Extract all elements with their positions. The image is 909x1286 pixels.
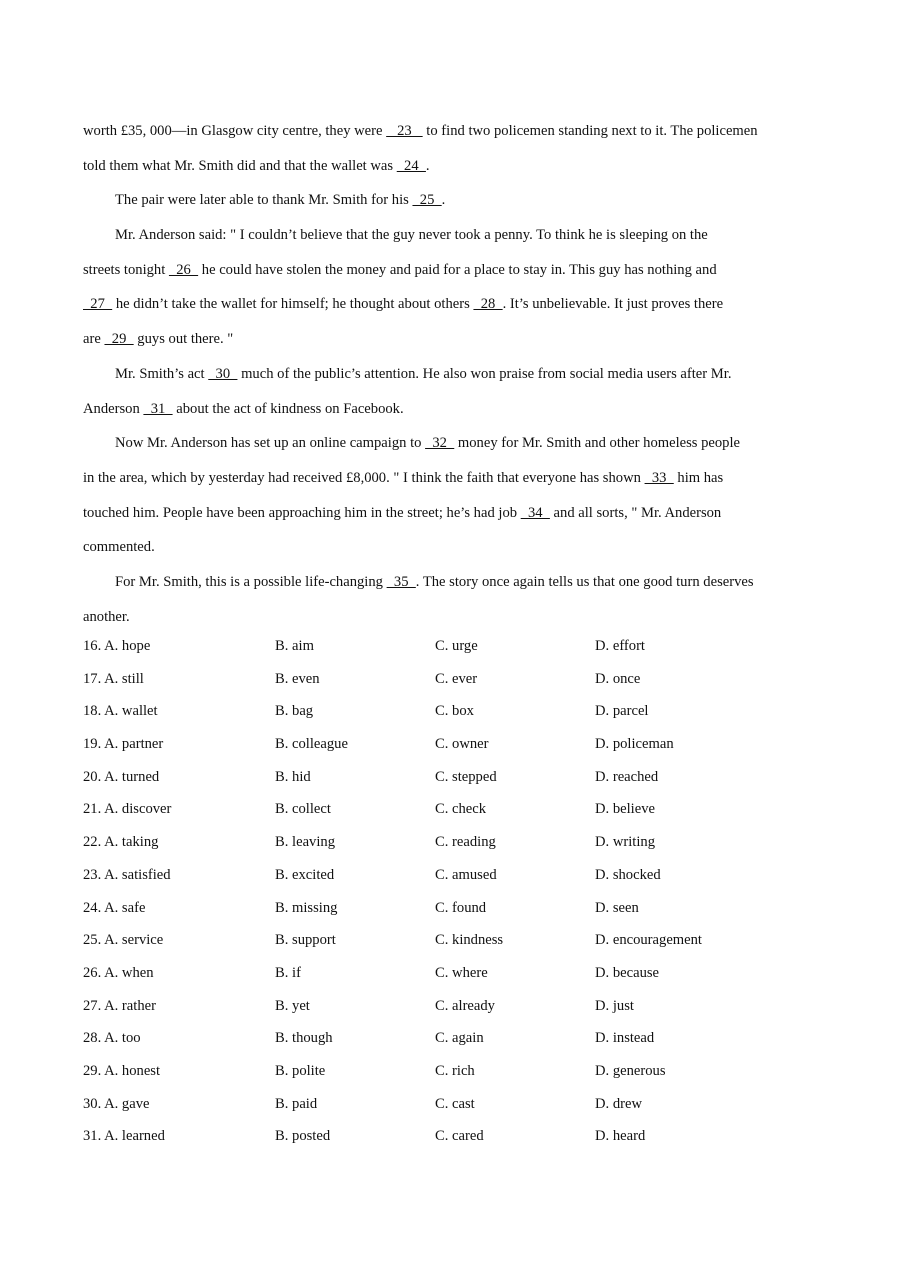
option-a: 18. A. wallet — [83, 703, 158, 720]
passage-text: money for Mr. Smith and other homeless people — [454, 435, 741, 452]
passage-text: much of the public’s attention. He also won praise from social media users after Mr. — [237, 365, 732, 382]
option-text: A. hope — [104, 638, 151, 654]
option-text: C. stepped — [435, 768, 497, 785]
passage-line — [83, 253, 828, 288]
question-number: 26 — [83, 964, 98, 981]
option-text: D. writing — [595, 834, 655, 851]
option-text: D. encouragement — [595, 932, 702, 949]
option-text: B. aim — [275, 638, 314, 654]
option-a: 28. A. too — [83, 1030, 141, 1047]
option-text: A. service — [104, 932, 164, 949]
option-d — [595, 793, 795, 826]
option-d — [595, 1120, 795, 1153]
option-text: D. once — [595, 670, 641, 687]
option-c — [435, 1088, 595, 1121]
option-text: B. if — [275, 964, 301, 981]
question-row — [83, 728, 828, 761]
question-row — [83, 695, 828, 728]
question-row — [83, 1055, 828, 1088]
option-text: D. believe — [595, 801, 655, 818]
passage-text: told them what Mr. Smith did and that the wallet was — [83, 157, 397, 174]
passage-line — [83, 392, 828, 427]
question-row — [83, 630, 828, 663]
option-text: B. colleague — [275, 736, 348, 753]
question-number: 29 — [83, 1062, 98, 1079]
answer-blank: 31 — [143, 400, 173, 417]
option-c — [435, 1022, 595, 1055]
passage-text: worth £35, 000—in Glasgow city centre, they were — [83, 123, 387, 139]
option-c — [435, 695, 595, 728]
option-d — [595, 957, 795, 990]
option-b — [275, 1120, 435, 1153]
option-c — [435, 1055, 595, 1088]
passage-text: . — [425, 157, 430, 174]
option-b — [275, 793, 435, 826]
passage-text: touched him. People have been approaching him in the street; he’s had job — [83, 504, 521, 521]
passage-text: streets tonight — [83, 261, 169, 278]
option-text: D. policeman — [595, 736, 674, 753]
option-d — [595, 630, 795, 663]
passage-line — [83, 287, 828, 322]
passage-text: to find two policemen standing next to it. The policemen — [422, 123, 758, 139]
answer-blank: 28 — [473, 296, 503, 313]
question-row — [83, 990, 828, 1023]
option-a: 26. A. when — [83, 964, 154, 981]
option-text: B. even — [275, 670, 320, 687]
option-text: C. cast — [435, 1095, 475, 1112]
passage-line — [83, 565, 828, 600]
question-number: 17 — [83, 670, 98, 687]
option-a: 21. A. discover — [83, 801, 172, 818]
option-b — [275, 859, 435, 892]
passage-text: another. — [83, 608, 130, 625]
passage-line — [83, 114, 828, 149]
answer-blank: 30 — [208, 365, 238, 382]
option-d — [595, 695, 795, 728]
answer-options — [83, 630, 828, 1153]
option-text: B. yet — [275, 997, 310, 1014]
option-text: C. reading — [435, 834, 496, 851]
answer-blank: 26 — [168, 261, 199, 278]
option-text: B. missing — [275, 899, 338, 916]
option-text: D. parcel — [595, 703, 649, 720]
question-row — [83, 761, 828, 794]
option-text: C. urge — [435, 638, 478, 654]
option-text: A. rather — [104, 997, 156, 1014]
option-text: D. because — [595, 964, 660, 981]
answer-blank: 29 — [104, 331, 134, 348]
option-a: 23. A. satisfied — [83, 866, 171, 883]
option-text: A. turned — [104, 768, 160, 785]
option-text: C. where — [435, 964, 488, 981]
option-text: A. honest — [104, 1062, 161, 1079]
option-text: D. shocked — [595, 866, 661, 883]
question-number: 24 — [83, 899, 98, 916]
option-text: B. excited — [275, 866, 335, 883]
passage-text: Mr. Smith’s act — [115, 365, 209, 382]
answer-blank: 24 — [396, 157, 426, 174]
option-text: C. amused — [435, 866, 497, 883]
passage-line — [83, 530, 828, 565]
question-row — [83, 793, 828, 826]
option-b — [275, 990, 435, 1023]
passage-text: about the act of kindness on Facebook. — [172, 400, 404, 417]
question-number: 18 — [83, 703, 98, 720]
passage-text: The pair were later able to thank Mr. Smith for his — [115, 192, 413, 209]
passage-text: . The story once again tells us that one good turn deserves — [415, 573, 754, 590]
option-b — [275, 924, 435, 957]
option-text: C. kindness — [435, 932, 504, 949]
answer-blank: 32 — [425, 435, 455, 452]
passage-line — [83, 357, 828, 392]
question-number: 30 — [83, 1095, 98, 1112]
option-b — [275, 957, 435, 990]
option-b — [275, 728, 435, 761]
option-text: B. collect — [275, 801, 331, 818]
option-text: A. satisfied — [104, 866, 171, 883]
passage-text: For Mr. Smith, this is a possible life-changing — [115, 573, 387, 590]
option-text: D. seen — [595, 899, 639, 916]
answer-blank: 34 — [520, 504, 550, 521]
option-c — [435, 859, 595, 892]
question-number: 19 — [83, 736, 98, 753]
passage-text: . It’s unbelievable. It just proves there — [502, 296, 724, 313]
option-a: 29. A. honest — [83, 1062, 161, 1079]
option-text: C. already — [435, 997, 495, 1014]
question-number: 23 — [83, 866, 98, 883]
option-c — [435, 728, 595, 761]
passage-line — [83, 183, 828, 218]
option-d — [595, 761, 795, 794]
passage-line — [83, 426, 828, 461]
option-text: B. though — [275, 1030, 333, 1047]
passage-text: Mr. Anderson said: " I couldn’t believe that the guy never took a penny. To think he is sleeping on the — [115, 227, 708, 244]
option-c — [435, 826, 595, 859]
answer-blank: 25 — [412, 192, 442, 209]
question-number: 21 — [83, 801, 98, 818]
question-number: 27 — [83, 997, 98, 1014]
option-d — [595, 1055, 795, 1088]
option-a: 19. A. partner — [83, 736, 164, 753]
option-c — [435, 892, 595, 925]
option-d — [595, 924, 795, 957]
option-text: D. generous — [595, 1062, 666, 1079]
question-number: 20 — [83, 768, 98, 785]
option-b — [275, 695, 435, 728]
option-text: A. wallet — [104, 703, 158, 720]
option-text: B. bag — [275, 703, 314, 720]
option-b — [275, 1055, 435, 1088]
passage-text: Anderson — [83, 400, 144, 417]
option-b — [275, 1022, 435, 1055]
option-a: 16. A. hope — [83, 638, 151, 654]
option-text: A. still — [104, 670, 144, 687]
option-text: D. reached — [595, 768, 659, 785]
option-text: C. box — [435, 703, 474, 720]
option-d — [595, 1022, 795, 1055]
option-text: A. taking — [104, 834, 159, 851]
question-number: 25 — [83, 932, 98, 949]
passage-text: he could have stolen the money and paid for a place to stay in. This guy has nothing and — [198, 261, 717, 278]
question-number: 16 — [83, 638, 98, 654]
option-text: C. again — [435, 1030, 484, 1047]
passage-line — [83, 218, 828, 253]
option-c — [435, 1120, 595, 1153]
option-d — [595, 663, 795, 696]
option-a: 25. A. service — [83, 932, 164, 949]
option-b — [275, 761, 435, 794]
question-row — [83, 957, 828, 990]
passage-text: Now Mr. Anderson has set up an online campaign to — [115, 435, 426, 452]
option-text: C. rich — [435, 1062, 475, 1079]
question-row — [83, 826, 828, 859]
answer-blank: 35 — [386, 573, 416, 590]
option-text: B. polite — [275, 1062, 326, 1079]
option-text: D. just — [595, 997, 634, 1014]
option-c — [435, 761, 595, 794]
option-text: A. too — [104, 1030, 141, 1047]
option-text: C. check — [435, 801, 487, 818]
passage-text: guys out there. " — [133, 331, 234, 348]
option-text: A. partner — [104, 736, 164, 753]
passage-line — [83, 149, 828, 184]
option-d — [595, 859, 795, 892]
option-text: B. leaving — [275, 834, 335, 851]
option-c — [435, 924, 595, 957]
answer-blank: 27 — [83, 296, 113, 313]
option-text: D. instead — [595, 1030, 655, 1047]
option-d — [595, 990, 795, 1023]
option-a: 24. A. safe — [83, 899, 146, 916]
option-text: A. gave — [104, 1095, 150, 1112]
option-text: C. ever — [435, 670, 478, 687]
option-b — [275, 892, 435, 925]
passage-text: are — [83, 331, 105, 348]
option-b — [275, 1088, 435, 1121]
option-c — [435, 793, 595, 826]
option-d — [595, 892, 795, 925]
passage-text: commented. — [83, 539, 155, 556]
option-text: C. found — [435, 899, 487, 916]
question-number: 28 — [83, 1030, 98, 1047]
option-c — [435, 957, 595, 990]
option-text: B. posted — [275, 1128, 331, 1145]
question-row — [83, 1120, 828, 1153]
option-d — [595, 1088, 795, 1121]
option-b — [275, 663, 435, 696]
option-text: B. hid — [275, 768, 311, 785]
passage-text: he didn’t take the wallet for himself; he thought about others — [112, 296, 474, 313]
option-c — [435, 630, 595, 663]
option-a: 22. A. taking — [83, 834, 159, 851]
passage-text: and all sorts, " Mr. Anderson — [549, 504, 722, 521]
option-d — [595, 728, 795, 761]
answer-blank: 23 — [386, 123, 423, 139]
cloze-passage — [83, 114, 828, 634]
option-b — [275, 826, 435, 859]
question-row — [83, 1088, 828, 1121]
option-text: A. when — [104, 964, 154, 981]
option-text: D. drew — [595, 1095, 643, 1112]
option-text: D. effort — [595, 638, 645, 654]
option-c — [435, 990, 595, 1023]
option-text: A. discover — [104, 801, 172, 818]
passage-text: him has — [673, 469, 724, 486]
question-row — [83, 924, 828, 957]
passage-line — [83, 461, 828, 496]
option-a: 27. A. rather — [83, 997, 156, 1014]
question-number: 22 — [83, 834, 98, 851]
answer-blank: 33 — [644, 469, 674, 486]
question-row — [83, 1022, 828, 1055]
option-a: 30. A. gave — [83, 1095, 150, 1112]
option-text: A. safe — [104, 899, 146, 916]
option-a: 17. A. still — [83, 670, 144, 687]
question-row — [83, 859, 828, 892]
option-text: B. support — [275, 932, 336, 949]
passage-text: . — [441, 192, 446, 209]
passage-line — [83, 322, 828, 357]
option-a: 20. A. turned — [83, 768, 160, 785]
option-a: 31. A. learned — [83, 1128, 165, 1145]
option-c — [435, 663, 595, 696]
option-text: C. cared — [435, 1128, 484, 1145]
passage-line — [83, 496, 828, 531]
question-row — [83, 892, 828, 925]
option-d — [595, 826, 795, 859]
question-row — [83, 663, 828, 696]
option-text: B. paid — [275, 1095, 318, 1112]
passage-text: in the area, which by yesterday had received £8,000. " I think the faith that everyone has shown — [83, 469, 645, 486]
option-text: D. heard — [595, 1128, 646, 1145]
option-text: C. owner — [435, 736, 489, 753]
option-b — [275, 630, 435, 663]
option-text: A. learned — [104, 1128, 165, 1145]
question-number: 31 — [83, 1128, 98, 1145]
